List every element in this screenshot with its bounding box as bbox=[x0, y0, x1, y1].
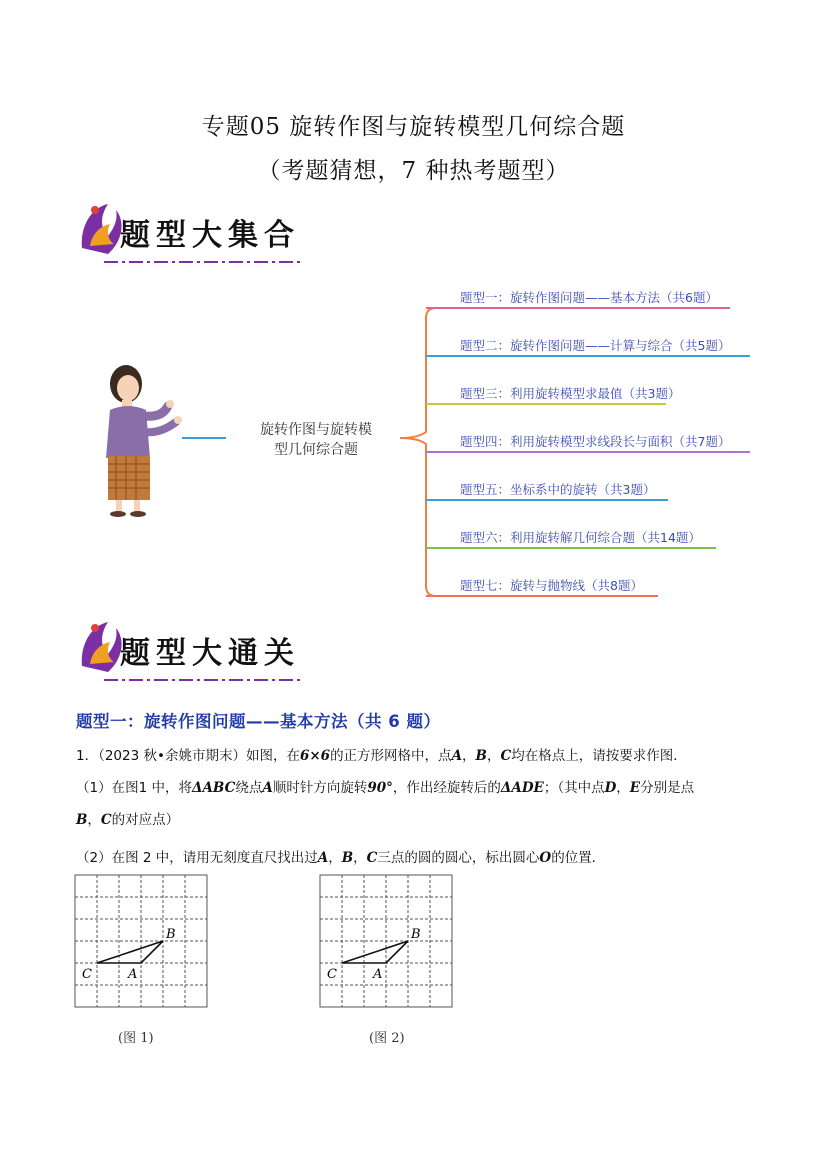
text: 顺时针方向旋转 bbox=[272, 780, 368, 796]
math: 90° bbox=[367, 780, 393, 796]
problem-line-1 bbox=[76, 746, 687, 766]
mindmap-item-1[interactable]: 题型一：旋转作图问题——基本方法（共6题） bbox=[460, 290, 718, 305]
mindmap-center bbox=[236, 420, 396, 460]
mindmap-item-6[interactable]: 题型六：利用旋转解几何综合题（共14题） bbox=[460, 530, 701, 545]
mindmap-item-5[interactable]: 题型五：坐标系中的旋转（共3题） bbox=[460, 482, 656, 497]
banner-pass-label: 题型大通关 bbox=[120, 636, 300, 671]
problem-part-1-cont bbox=[76, 810, 179, 830]
figure-2-grid bbox=[319, 874, 455, 1010]
math: C bbox=[500, 748, 512, 764]
section-heading: 题型一：旋转作图问题——基本方法（共 6 题） bbox=[76, 712, 441, 731]
math: A bbox=[451, 748, 463, 764]
math: 6×6 bbox=[299, 748, 331, 764]
text: 的对应点） bbox=[111, 812, 180, 828]
text: ， bbox=[486, 748, 501, 764]
banner-pass bbox=[78, 616, 308, 688]
math: ΔADE bbox=[500, 780, 544, 796]
mindmap-item-2[interactable]: 题型二：旋转作图问题——计算与综合（共5题） bbox=[460, 338, 731, 353]
figure-1-caption: (图 1) bbox=[118, 1031, 154, 1046]
math: B bbox=[76, 812, 88, 828]
label-c: C bbox=[327, 967, 337, 982]
math: O bbox=[539, 850, 552, 866]
math: ΔABC bbox=[191, 780, 236, 796]
text: ， bbox=[353, 850, 367, 866]
figure-2-caption: (图 2) bbox=[369, 1031, 405, 1046]
text: 均在格点上，请按要求作图． bbox=[511, 748, 687, 764]
math: C bbox=[100, 812, 112, 828]
banner-collection-label: 题型大集合 bbox=[120, 218, 300, 253]
text: 三点的圆的圆心，标出圆心 bbox=[377, 850, 540, 866]
page-subtitle: （考题猜想，7 种热考题型） bbox=[257, 158, 570, 184]
math: D bbox=[604, 780, 617, 796]
label-c: C bbox=[82, 967, 92, 982]
problem-part-2 bbox=[76, 848, 605, 868]
mindmap-item-3[interactable]: 题型三：利用旋转模型求最值（共3题） bbox=[460, 386, 681, 401]
problem-part-1 bbox=[76, 778, 756, 830]
math: A bbox=[262, 780, 273, 796]
text: 分别是点 bbox=[640, 780, 695, 796]
text: 的位置． bbox=[551, 850, 606, 866]
text: ， bbox=[616, 780, 630, 796]
mindmap-center-line1: 旋转作图与旋转模 bbox=[260, 422, 372, 438]
text: 的正方形网格中，点 bbox=[330, 748, 452, 764]
text: ，作出经旋转后的 bbox=[392, 780, 501, 796]
mindmap-item-7[interactable]: 题型七：旋转与抛物线（共8题） bbox=[460, 578, 643, 593]
page-title: 专题05 旋转作图与旋转模型几何综合题 bbox=[201, 114, 626, 140]
math: A bbox=[317, 850, 329, 866]
triangle-abc bbox=[342, 941, 408, 963]
text: （1）在图1 中，将 bbox=[76, 780, 192, 796]
mindmap-item-4[interactable]: 题型四：利用旋转模型求线段长与面积（共7题） bbox=[460, 434, 731, 449]
label-a: A bbox=[373, 967, 383, 982]
text: ， bbox=[462, 748, 476, 764]
mindmap-center-line2: 型几何综合题 bbox=[274, 442, 358, 458]
text: ， bbox=[328, 850, 342, 866]
text: ；（其中点 bbox=[543, 780, 605, 796]
text: ， bbox=[87, 812, 101, 828]
text: 1．（2023 秋•余姚市期末）如图，在 bbox=[76, 748, 300, 764]
text: 绕点 bbox=[235, 780, 263, 796]
math: B bbox=[475, 748, 487, 764]
math: B bbox=[341, 850, 354, 866]
figure-1-grid bbox=[74, 874, 210, 1010]
math: E bbox=[629, 780, 641, 796]
label-b: B bbox=[166, 927, 176, 942]
label-a: A bbox=[128, 967, 138, 982]
math: C bbox=[366, 850, 378, 866]
text: （2）在图 2 中，请用无刻度直尺找出过 bbox=[76, 850, 318, 866]
triangle-abc bbox=[97, 941, 163, 963]
label-b: B bbox=[411, 927, 421, 942]
